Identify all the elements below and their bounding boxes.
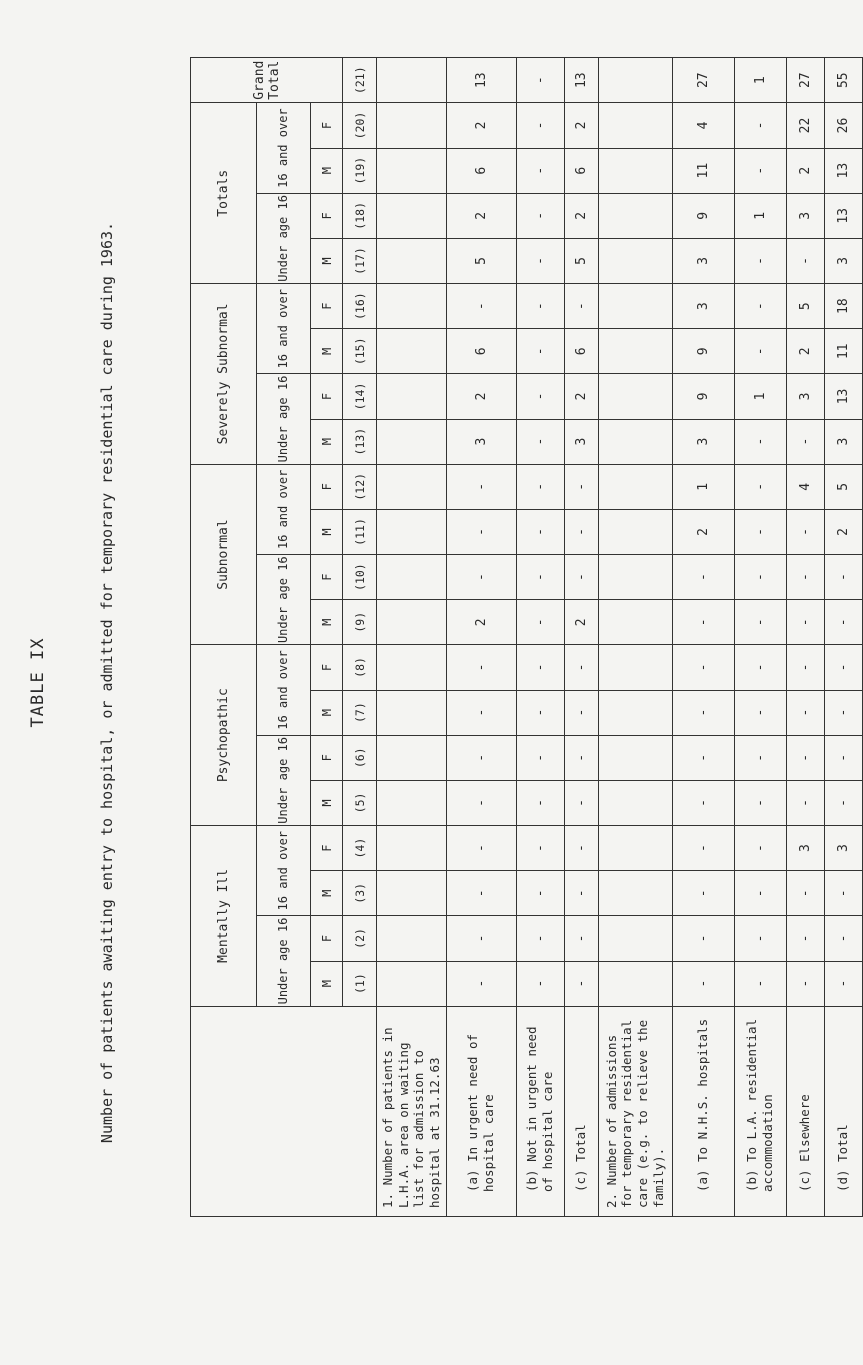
table-cell bbox=[377, 58, 447, 103]
table-cell: 13 bbox=[446, 58, 516, 103]
table-row bbox=[824, 58, 862, 1217]
table-cell bbox=[377, 329, 447, 374]
table-cell: - bbox=[734, 103, 786, 148]
table-row bbox=[672, 58, 734, 1217]
column-number: (15) bbox=[343, 329, 377, 374]
table-cell: 3 bbox=[564, 419, 598, 464]
table-cell: - bbox=[564, 464, 598, 509]
row-label: 2. Number of admissions for temporary residential care (e.g. to relieve the family). bbox=[598, 1006, 672, 1216]
table-cell bbox=[377, 509, 447, 554]
table-row bbox=[564, 58, 598, 1217]
table-row bbox=[598, 58, 672, 1217]
table-cell: - bbox=[564, 871, 598, 916]
sex-header-f: F bbox=[311, 916, 343, 961]
table-cell: - bbox=[516, 238, 564, 283]
table-cell: 13 bbox=[824, 148, 862, 193]
table-cell: - bbox=[672, 690, 734, 735]
table-cell: - bbox=[734, 780, 786, 825]
table-cell: - bbox=[446, 916, 516, 961]
table-cell: - bbox=[516, 735, 564, 780]
table-cell: - bbox=[672, 600, 734, 645]
table-cell bbox=[598, 284, 672, 329]
table-cell: - bbox=[672, 826, 734, 871]
table-cell bbox=[377, 148, 447, 193]
table-body bbox=[377, 58, 863, 1217]
table-cell: - bbox=[786, 780, 824, 825]
column-number: (9) bbox=[343, 600, 377, 645]
table-cell: - bbox=[786, 238, 824, 283]
column-number: (21) bbox=[343, 58, 377, 103]
table-cell bbox=[377, 284, 447, 329]
table-cell: - bbox=[824, 780, 862, 825]
table-cell: - bbox=[446, 826, 516, 871]
table-cell: 6 bbox=[446, 148, 516, 193]
table-cell: - bbox=[446, 645, 516, 690]
table-cell bbox=[598, 58, 672, 103]
table-cell: 3 bbox=[672, 284, 734, 329]
table-cell: - bbox=[786, 961, 824, 1006]
column-number: (5) bbox=[343, 780, 377, 825]
table-cell bbox=[377, 961, 447, 1006]
table-cell: - bbox=[516, 871, 564, 916]
column-number: (19) bbox=[343, 148, 377, 193]
table-cell: - bbox=[446, 555, 516, 600]
table-cell: 2 bbox=[446, 600, 516, 645]
sex-header-f: F bbox=[311, 193, 343, 238]
page-title: TABLE IX bbox=[28, 637, 48, 728]
table-cell: - bbox=[564, 555, 598, 600]
table-cell: - bbox=[824, 735, 862, 780]
column-number: (16) bbox=[343, 284, 377, 329]
table-cell: - bbox=[446, 464, 516, 509]
table-cell: - bbox=[672, 916, 734, 961]
table-row bbox=[786, 58, 824, 1217]
table-cell: - bbox=[786, 735, 824, 780]
table-cell bbox=[377, 871, 447, 916]
table-cell: 9 bbox=[672, 193, 734, 238]
table-cell: - bbox=[734, 148, 786, 193]
table-cell: - bbox=[516, 374, 564, 419]
table-cell: - bbox=[446, 284, 516, 329]
table-cell bbox=[598, 690, 672, 735]
table-cell: 3 bbox=[786, 193, 824, 238]
table-cell: - bbox=[824, 871, 862, 916]
table-cell: 1 bbox=[734, 193, 786, 238]
table-cell: 2 bbox=[564, 193, 598, 238]
table-cell: - bbox=[786, 690, 824, 735]
table-cell: - bbox=[564, 690, 598, 735]
table-cell: - bbox=[516, 58, 564, 103]
table-cell: - bbox=[516, 509, 564, 554]
column-number: (11) bbox=[343, 509, 377, 554]
table-cell: - bbox=[734, 826, 786, 871]
table-cell: - bbox=[824, 690, 862, 735]
table-row bbox=[734, 58, 786, 1217]
table-cell bbox=[598, 329, 672, 374]
table-cell bbox=[377, 193, 447, 238]
group-header-mentally-ill: Mentally Ill bbox=[191, 826, 257, 1007]
table-cell: 2 bbox=[446, 374, 516, 419]
table-cell: 55 bbox=[824, 58, 862, 103]
table-cell: 3 bbox=[446, 419, 516, 464]
table-cell: 5 bbox=[824, 464, 862, 509]
table-cell: 6 bbox=[564, 148, 598, 193]
table-cell bbox=[598, 419, 672, 464]
table-cell: 11 bbox=[824, 329, 862, 374]
table-cell: 3 bbox=[672, 419, 734, 464]
table-row bbox=[516, 58, 564, 1217]
table-cell: - bbox=[786, 916, 824, 961]
sex-header-f: F bbox=[311, 374, 343, 419]
table-cell bbox=[598, 509, 672, 554]
age-header: 16 and over bbox=[257, 645, 311, 735]
table-cell: - bbox=[516, 103, 564, 148]
sex-header-m: M bbox=[311, 148, 343, 193]
table-cell: 2 bbox=[564, 374, 598, 419]
table-cell: - bbox=[564, 735, 598, 780]
age-header: 16 and over bbox=[257, 103, 311, 193]
table-cell: - bbox=[786, 419, 824, 464]
table-cell bbox=[598, 193, 672, 238]
table-cell: - bbox=[564, 916, 598, 961]
table-cell: - bbox=[786, 645, 824, 690]
sex-header-f: F bbox=[311, 103, 343, 148]
table-cell: - bbox=[564, 826, 598, 871]
table-cell: - bbox=[446, 690, 516, 735]
table-cell: 2 bbox=[786, 329, 824, 374]
sex-header-m: M bbox=[311, 780, 343, 825]
sex-header-m: M bbox=[311, 238, 343, 283]
table-cell: - bbox=[516, 329, 564, 374]
table-cell: 3 bbox=[824, 826, 862, 871]
table-cell: 2 bbox=[824, 509, 862, 554]
table-cell: 1 bbox=[672, 464, 734, 509]
table-cell: - bbox=[446, 509, 516, 554]
table-cell: 13 bbox=[824, 374, 862, 419]
table-cell: 3 bbox=[824, 419, 862, 464]
table-cell bbox=[377, 464, 447, 509]
column-number: (3) bbox=[343, 871, 377, 916]
table-cell bbox=[377, 419, 447, 464]
table-cell bbox=[377, 735, 447, 780]
sex-header-f: F bbox=[311, 735, 343, 780]
table-cell: - bbox=[672, 735, 734, 780]
table-cell: - bbox=[786, 555, 824, 600]
table-cell: - bbox=[672, 871, 734, 916]
column-number: (4) bbox=[343, 826, 377, 871]
column-number: (12) bbox=[343, 464, 377, 509]
age-header: 16 and over bbox=[257, 826, 311, 916]
sex-header-f: F bbox=[311, 464, 343, 509]
table-cell: - bbox=[446, 735, 516, 780]
age-header: Under age 16 bbox=[257, 916, 311, 1006]
column-number: (13) bbox=[343, 419, 377, 464]
table-cell: - bbox=[564, 284, 598, 329]
table-cell: 27 bbox=[672, 58, 734, 103]
table-cell: 4 bbox=[786, 464, 824, 509]
table-cell: 2 bbox=[672, 509, 734, 554]
table-cell bbox=[598, 238, 672, 283]
table-cell bbox=[598, 600, 672, 645]
row-label: (d) Total bbox=[824, 1006, 862, 1216]
table-cell: - bbox=[516, 826, 564, 871]
group-header-subnormal: Subnormal bbox=[191, 464, 257, 645]
table-cell: - bbox=[516, 645, 564, 690]
table-cell bbox=[377, 690, 447, 735]
table-cell: - bbox=[564, 780, 598, 825]
table-cell: - bbox=[672, 780, 734, 825]
table-cell: - bbox=[734, 238, 786, 283]
column-number: (20) bbox=[343, 103, 377, 148]
group-header-psychopathic: Psychopathic bbox=[191, 645, 257, 826]
sex-header-m: M bbox=[311, 509, 343, 554]
table-cell: - bbox=[516, 464, 564, 509]
table-cell: 2 bbox=[786, 148, 824, 193]
table-cell: - bbox=[516, 916, 564, 961]
table-cell bbox=[598, 645, 672, 690]
sex-header-m: M bbox=[311, 871, 343, 916]
table-cell bbox=[598, 555, 672, 600]
sex-header-m: M bbox=[311, 690, 343, 735]
group-header-grand-total: Grand Total bbox=[191, 58, 343, 103]
table-cell: 5 bbox=[786, 284, 824, 329]
table-cell: - bbox=[734, 419, 786, 464]
table-cell: 22 bbox=[786, 103, 824, 148]
table-cell: 2 bbox=[446, 193, 516, 238]
table-cell bbox=[377, 826, 447, 871]
row-label: (a) To N.H.S. hospitals bbox=[672, 1006, 734, 1216]
sex-header-m: M bbox=[311, 419, 343, 464]
table-cell: - bbox=[672, 645, 734, 690]
table-cell bbox=[598, 916, 672, 961]
table-cell: 5 bbox=[446, 238, 516, 283]
row-label: 1. Number of patients in L.H.A. area on waiting list for admission to hospital at 31.12.63 bbox=[377, 1006, 447, 1216]
table-cell: - bbox=[672, 555, 734, 600]
table-cell: 2 bbox=[564, 103, 598, 148]
column-number: (8) bbox=[343, 645, 377, 690]
column-number: (14) bbox=[343, 374, 377, 419]
table-cell: - bbox=[516, 961, 564, 1006]
table-cell: - bbox=[446, 780, 516, 825]
sex-header-f: F bbox=[311, 645, 343, 690]
age-header: 16 and over bbox=[257, 464, 311, 554]
table-cell: 13 bbox=[564, 58, 598, 103]
column-number: (6) bbox=[343, 735, 377, 780]
table-cell: - bbox=[734, 916, 786, 961]
table-cell: 26 bbox=[824, 103, 862, 148]
table-cell bbox=[377, 103, 447, 148]
table-cell: - bbox=[516, 555, 564, 600]
table-cell: - bbox=[734, 329, 786, 374]
table-cell bbox=[598, 374, 672, 419]
table-cell: - bbox=[824, 916, 862, 961]
column-number: (1) bbox=[343, 961, 377, 1006]
page-subtitle: Number of patients awaiting entry to hospital, or admitted for temporary residential care during 1963. bbox=[98, 221, 116, 1144]
sex-header-f: F bbox=[311, 555, 343, 600]
table-cell bbox=[598, 735, 672, 780]
sex-header-m: M bbox=[311, 329, 343, 374]
table-cell: 13 bbox=[824, 193, 862, 238]
table-cell: - bbox=[734, 555, 786, 600]
column-number: (10) bbox=[343, 555, 377, 600]
table-cell: 1 bbox=[734, 58, 786, 103]
table-cell: 9 bbox=[672, 374, 734, 419]
table-cell: 9 bbox=[672, 329, 734, 374]
table-cell: 6 bbox=[564, 329, 598, 374]
sex-header-m: M bbox=[311, 600, 343, 645]
table-cell: - bbox=[734, 645, 786, 690]
table-cell: 3 bbox=[824, 238, 862, 283]
table-cell: 2 bbox=[564, 600, 598, 645]
age-header: Under age 16 bbox=[257, 735, 311, 825]
table-cell: - bbox=[516, 148, 564, 193]
table-cell: - bbox=[786, 871, 824, 916]
table-cell: - bbox=[786, 600, 824, 645]
table-cell: 3 bbox=[672, 238, 734, 283]
sex-header-f: F bbox=[311, 826, 343, 871]
table-cell bbox=[377, 374, 447, 419]
age-header: Under age 16 bbox=[257, 374, 311, 464]
table-cell bbox=[377, 780, 447, 825]
table-cell: - bbox=[516, 193, 564, 238]
row-label: (c) Total bbox=[564, 1006, 598, 1216]
age-header: 16 and over bbox=[257, 284, 311, 374]
table-cell: 18 bbox=[824, 284, 862, 329]
column-number: (18) bbox=[343, 193, 377, 238]
table-cell: - bbox=[824, 600, 862, 645]
table-cell: - bbox=[734, 284, 786, 329]
column-number: (2) bbox=[343, 916, 377, 961]
row-label: (a) In urgent need of hospital care bbox=[446, 1006, 516, 1216]
group-header-severely-subnormal: Severely Subnormal bbox=[191, 284, 257, 465]
table-cell: 11 bbox=[672, 148, 734, 193]
table-cell: - bbox=[672, 961, 734, 1006]
table-cell bbox=[598, 148, 672, 193]
column-number: (7) bbox=[343, 690, 377, 735]
table-cell: - bbox=[564, 509, 598, 554]
table-cell: - bbox=[446, 871, 516, 916]
table-cell bbox=[377, 916, 447, 961]
age-header: Under age 16 bbox=[257, 555, 311, 645]
table-cell: 1 bbox=[734, 374, 786, 419]
table-cell bbox=[377, 645, 447, 690]
table-cell: 5 bbox=[564, 238, 598, 283]
table-cell: 3 bbox=[786, 826, 824, 871]
table-cell: - bbox=[446, 961, 516, 1006]
table-cell: - bbox=[824, 555, 862, 600]
row-label: (b) Not in urgent need of hospital care bbox=[516, 1006, 564, 1216]
table-cell: - bbox=[824, 961, 862, 1006]
table-cell: - bbox=[734, 509, 786, 554]
table-cell bbox=[598, 103, 672, 148]
column-number: (17) bbox=[343, 238, 377, 283]
table-cell: - bbox=[824, 645, 862, 690]
table-cell bbox=[598, 464, 672, 509]
table-cell bbox=[598, 961, 672, 1006]
sex-header-f: F bbox=[311, 284, 343, 329]
table-cell: - bbox=[734, 735, 786, 780]
group-header-totals: Totals bbox=[191, 103, 257, 284]
table-cell: - bbox=[564, 961, 598, 1006]
row-label: (c) Elsewhere bbox=[786, 1006, 824, 1216]
table-cell: - bbox=[734, 464, 786, 509]
table-cell: - bbox=[786, 509, 824, 554]
table-cell: 4 bbox=[672, 103, 734, 148]
table-cell: - bbox=[734, 690, 786, 735]
table-cell bbox=[598, 780, 672, 825]
table-row bbox=[377, 58, 447, 1217]
table-row bbox=[446, 58, 516, 1217]
table-cell: 27 bbox=[786, 58, 824, 103]
table-cell bbox=[598, 826, 672, 871]
table-cell bbox=[377, 238, 447, 283]
table-cell: - bbox=[734, 871, 786, 916]
table-cell: - bbox=[516, 600, 564, 645]
table-cell bbox=[377, 555, 447, 600]
table-cell: - bbox=[734, 600, 786, 645]
row-label-header bbox=[191, 1006, 377, 1216]
age-header: Under age 16 bbox=[257, 193, 311, 283]
table-cell bbox=[598, 871, 672, 916]
sex-header-m: M bbox=[311, 961, 343, 1006]
table-cell: 2 bbox=[446, 103, 516, 148]
table-cell: 6 bbox=[446, 329, 516, 374]
table-cell: - bbox=[516, 419, 564, 464]
data-table bbox=[190, 57, 863, 1217]
table-cell bbox=[377, 600, 447, 645]
row-label: (b) To L.A. residential accommodation bbox=[734, 1006, 786, 1216]
table-cell: - bbox=[516, 284, 564, 329]
table-cell: 3 bbox=[786, 374, 824, 419]
table-cell: - bbox=[516, 780, 564, 825]
table-cell: - bbox=[734, 961, 786, 1006]
table-cell: - bbox=[564, 645, 598, 690]
table-cell: - bbox=[516, 690, 564, 735]
